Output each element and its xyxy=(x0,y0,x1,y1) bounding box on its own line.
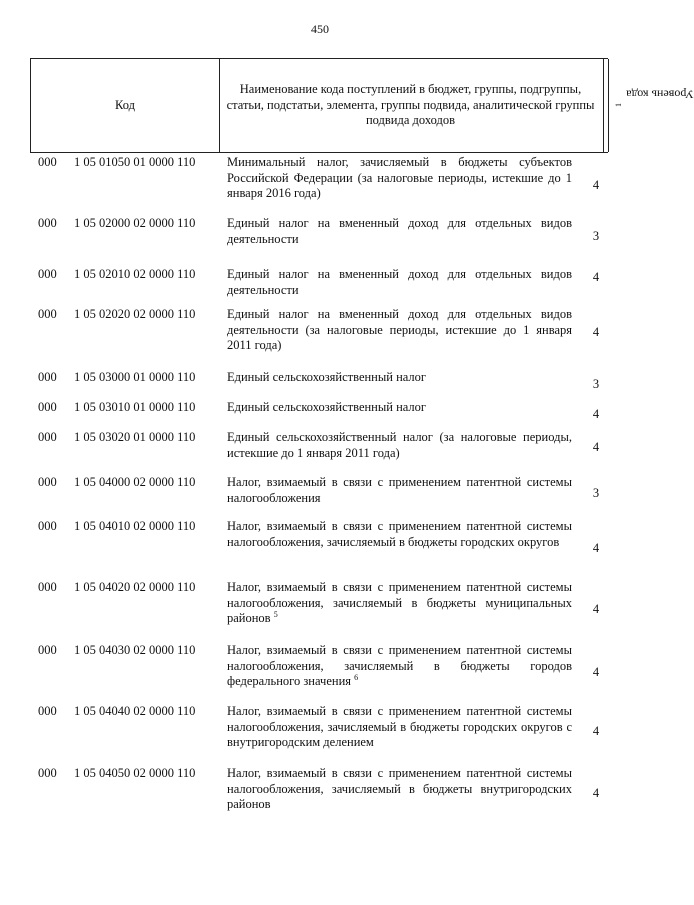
row-code: 1 05 02020 02 0000 110 xyxy=(74,307,196,321)
row-name-text: Налог, взимаемый в связи с применением патентной системы налогообложения xyxy=(227,475,572,505)
row-name-text: Единый налог на вмененный доход для отдельных видов деятельности (за налоговые периоды, истекшие до 1 января 2011 года) xyxy=(227,307,572,352)
row-code: 1 05 02000 02 0000 110 xyxy=(74,216,196,230)
row-prefix: 000 xyxy=(38,519,57,533)
row-footnote: 5 xyxy=(273,609,278,619)
row-name xyxy=(227,704,572,751)
row-name xyxy=(227,430,572,461)
row-name xyxy=(227,216,572,247)
row-level: 4 xyxy=(592,724,600,738)
header-level-label: Уровень кода xyxy=(626,87,694,102)
row-prefix: 000 xyxy=(38,307,57,321)
row-prefix: 000 xyxy=(38,766,57,780)
row-code: 1 05 03020 01 0000 110 xyxy=(74,430,196,444)
row-name-text: Минимальный налог, зачисляемый в бюджеты субъектов Российской Федерации (за налоговые периоды, истекшие до 1 января 2016 года) xyxy=(227,155,572,200)
row-name xyxy=(227,307,572,354)
row-level: 4 xyxy=(592,602,600,616)
header-level-footnote: 1 xyxy=(614,103,623,107)
row-name xyxy=(227,643,572,690)
row-prefix: 000 xyxy=(38,475,57,489)
row-name-text: Единый сельскохозяйственный налог xyxy=(227,370,427,384)
row-name xyxy=(227,766,572,813)
table-header xyxy=(30,58,694,153)
row-code: 1 05 04000 02 0000 110 xyxy=(74,475,196,489)
row-name xyxy=(227,267,572,298)
row-prefix: 000 xyxy=(38,267,57,281)
row-code: 1 05 03010 01 0000 110 xyxy=(74,400,196,414)
row-level: 4 xyxy=(592,407,600,421)
row-level: 4 xyxy=(592,178,600,192)
row-code: 1 05 02010 02 0000 110 xyxy=(74,267,196,281)
row-code: 1 05 04010 02 0000 110 xyxy=(74,519,196,533)
page-number: 450 xyxy=(311,22,329,36)
header-level xyxy=(609,59,694,152)
row-name-text: Налог, взимаемый в связи с применением патентной системы налогообложения, зачисляемый в бюджеты внутригородских районов xyxy=(227,766,572,811)
row-level: 3 xyxy=(592,229,600,243)
row-prefix: 000 xyxy=(38,430,57,444)
row-code: 1 05 04050 02 0000 110 xyxy=(74,766,196,780)
row-name xyxy=(227,400,572,416)
row-level: 4 xyxy=(592,786,600,800)
row-code: 1 05 01050 01 0000 110 xyxy=(74,155,196,169)
row-name xyxy=(227,475,572,506)
row-name-text: Налог, взимаемый в связи с применением патентной системы налогообложения, зачисляемый в бюджеты муниципальных районов xyxy=(227,580,572,625)
row-prefix: 000 xyxy=(38,216,57,230)
row-level: 4 xyxy=(592,325,600,339)
row-code: 1 05 04040 02 0000 110 xyxy=(74,704,196,718)
row-footnote: 6 xyxy=(354,672,359,682)
row-name-text: Единый налог на вмененный доход для отдельных видов деятельности xyxy=(227,216,572,246)
row-level: 4 xyxy=(592,270,600,284)
row-name-text: Налог, взимаемый в связи с применением патентной системы налогообложения, зачисляемый в бюджеты городских округов xyxy=(227,519,572,549)
row-level: 4 xyxy=(592,440,600,454)
row-name xyxy=(227,370,572,386)
row-code: 1 05 03000 01 0000 110 xyxy=(74,370,196,384)
row-prefix: 000 xyxy=(38,704,57,718)
row-name xyxy=(227,155,572,202)
row-level: 3 xyxy=(592,486,600,500)
row-prefix: 000 xyxy=(38,370,57,384)
row-level: 4 xyxy=(592,665,600,679)
row-name-text: Единый сельскохозяйственный налог (за налоговые периоды, истекшие до 1 января 2011 года) xyxy=(227,430,572,460)
row-prefix: 000 xyxy=(38,643,57,657)
row-prefix: 000 xyxy=(38,155,57,169)
row-name xyxy=(227,519,572,550)
row-name xyxy=(227,580,572,627)
row-level: 3 xyxy=(592,377,600,391)
row-prefix: 000 xyxy=(38,580,57,594)
row-name-text: Налог, взимаемый в связи с применением патентной системы налогообложения, зачисляемый в бюджеты городских округов с внутригородским делением xyxy=(227,704,572,749)
row-code: 1 05 04020 02 0000 110 xyxy=(74,580,196,594)
header-name: Наименование кода поступлений в бюджет, группы, подгруппы, статьи, подстатьи, элемента, группы подвида, аналитической группы подвида доходов xyxy=(218,59,604,152)
row-code: 1 05 04030 02 0000 110 xyxy=(74,643,196,657)
row-prefix: 000 xyxy=(38,400,57,414)
row-level: 4 xyxy=(592,541,600,555)
row-name-text: Единый налог на вмененный доход для отдельных видов деятельности xyxy=(227,267,572,297)
header-code: Код xyxy=(30,59,220,152)
row-name-text: Налог, взимаемый в связи с применением патентной системы налогообложения, зачисляемый в бюджеты городов федерального значения xyxy=(227,643,572,688)
row-name-text: Единый сельскохозяйственный налог xyxy=(227,400,427,414)
